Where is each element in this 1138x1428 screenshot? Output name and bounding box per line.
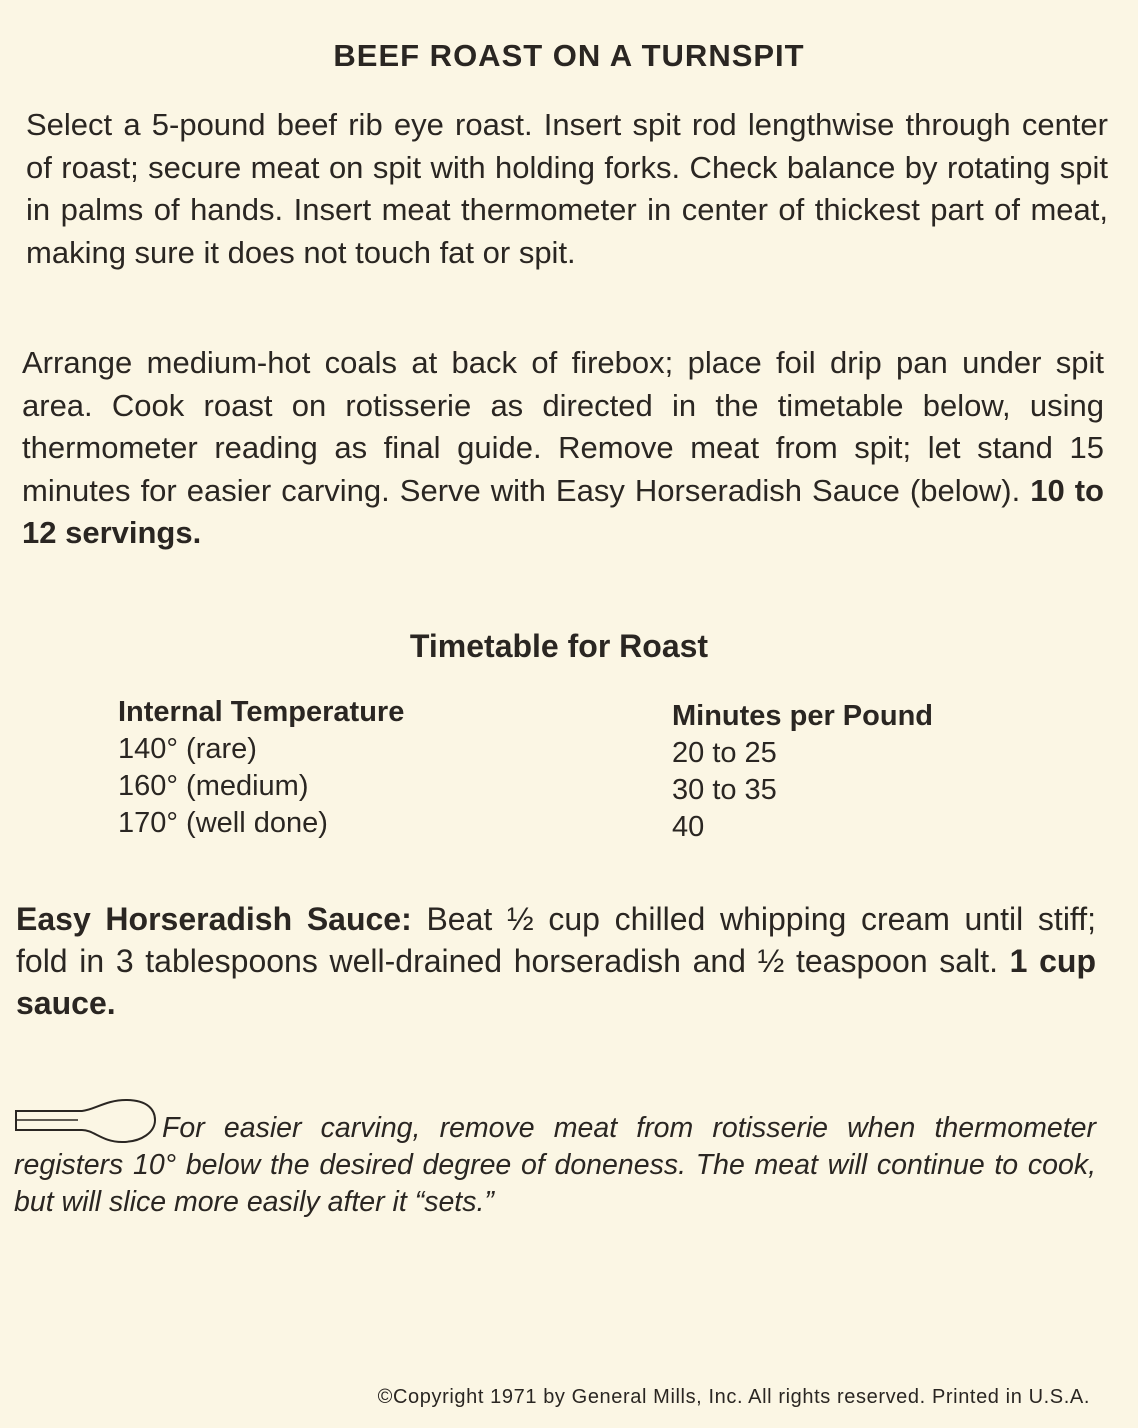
servings: 10 to 12 servings.	[22, 472, 1104, 550]
instructions-paragraph-1: Select a 5-pound beef rib eye roast. Insert spit rod lengthwise through center of roast; secure meat on spit with holding forks. Check balance by rotating spit in palms of hands. Insert meat thermometer in center of thickest part of meat, making sure it does not touch fat or spit.	[26, 107, 1108, 270]
sauce-yield: 1 cup sauce.	[16, 943, 1097, 1021]
timetable-temp-row: 170° (well done)	[118, 807, 328, 839]
timetable-minutes-row: 40	[672, 811, 705, 843]
instructions-paragraph-2-text: Arrange medium-hot coals at back of firebox; place foil drip pan under spit area. Cook roast on rotisserie as directed in the timetable below, using thermometer reading as final guide. Remove meat from spit; let stand 15 minutes for easier carving. Serve with Easy Horseradish Sauce (below).	[22, 345, 1104, 508]
instructions-paragraph-2	[22, 342, 1104, 555]
sauce-heading: Easy Horseradish Sauce:	[16, 901, 412, 937]
recipe-title: BEEF ROAST ON A TURNSPIT	[333, 38, 805, 73]
timetable-minutes-row: 20 to 25	[672, 737, 777, 769]
copyright-notice: ©Copyright 1971 by General Mills, Inc. All rights reserved. Printed in U.S.A.	[377, 1386, 1090, 1408]
horseradish-sauce-paragraph	[16, 898, 1096, 1024]
timetable-minutes-column	[672, 698, 933, 846]
timetable-temp-row: 160° (medium)	[118, 770, 309, 802]
timetable-temperature-column	[118, 694, 404, 842]
timetable-temp-row: 140° (rare)	[118, 733, 257, 765]
sauce-body: Beat ½ cup chilled whipping cream until stiff; fold in 3 tablespoons well-drained horseradish and ½ teaspoon salt.	[16, 901, 1097, 979]
timetable-minutes-row: 30 to 35	[672, 774, 777, 806]
carving-tip: For easier carving, remove meat from rotisserie when thermometer registers 10° below the desired degree of doneness. The meat will continue to cook, but will slice more easily after it “sets.”	[14, 1112, 1096, 1218]
timetable-header-minutes: Minutes per Pound	[672, 700, 933, 732]
timetable-header-temperature: Internal Temperature	[118, 696, 405, 728]
timetable-title: Timetable for Roast	[409, 628, 709, 664]
